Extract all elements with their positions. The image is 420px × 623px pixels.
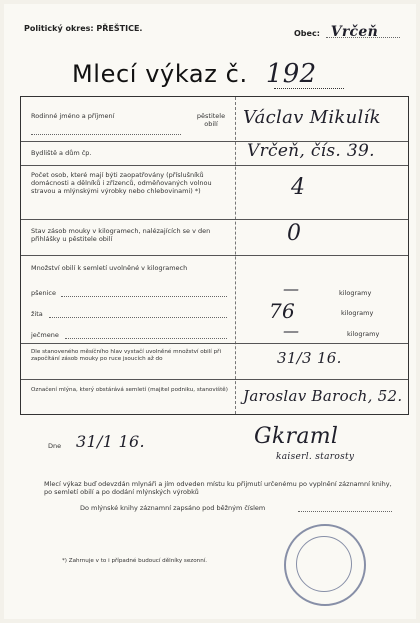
title-number: 192: [265, 59, 317, 89]
date-value: 31/3 16.: [277, 349, 342, 367]
grain-row-unit: kilogramy: [341, 309, 374, 317]
book-label: Do mlýnské knihy záznamní zapsáno pod běžným číslem: [80, 504, 266, 512]
signature: Gkraml: [254, 424, 339, 449]
name-dots: [31, 134, 181, 135]
date-label: Dle stanoveného měsíčního hlav vystačí uvolněné množství obilí při započítání zásob mouky po ruce jsoucích až do: [31, 349, 222, 362]
title-text: Mlecí výkaz č.: [72, 60, 248, 88]
book-number-dots: [298, 511, 392, 512]
residence-label: Bydliště a dům čp.: [31, 149, 92, 157]
stock-value: 0: [287, 221, 302, 246]
grain-row-label: ječmene: [31, 331, 59, 339]
footer-date-prefix: Dne: [48, 442, 62, 450]
stock-label: Stav zásob mouky v kilogramech, nalézajících se v den přihlášky u pěstitele obilí: [31, 227, 211, 243]
grain-row-unit: kilogramy: [339, 289, 372, 297]
name-value: Václav Mikulík: [243, 107, 381, 128]
row-divider: [21, 219, 408, 220]
grower-label: pěstitele obilí: [196, 112, 226, 128]
row-divider: [21, 343, 408, 344]
municipality-underline: [326, 37, 400, 38]
row-divider: [21, 379, 408, 380]
footnote: *) Zahrnuje v to i případné budoucí dělníky sezonní.: [62, 558, 208, 564]
grain-label: Množství obilí k semletí uvolněné v kilogramech: [31, 264, 188, 272]
grain-row-dots: [65, 338, 227, 339]
persons-label: Počet osob, které mají býti zaopatřovány (příslušníků domácnosti a dělníků i zřízenců, odměňovaných volnou stravou a mlýnskými výrobky nebo chlebovinami) *): [31, 171, 212, 195]
row-divider: [21, 255, 408, 256]
stamp-inner-ring: [296, 536, 352, 592]
persons-value: 4: [291, 175, 306, 200]
row-divider: [21, 165, 408, 166]
grain-row-value: 76: [269, 299, 296, 323]
signature-role: kaiserl. starosty: [276, 452, 355, 462]
title-number-underline: [274, 88, 344, 89]
grain-row-dots: [49, 317, 227, 318]
grain-row-unit: kilogramy: [347, 330, 380, 338]
footer-note: Mlecí výkaz buď odevzdán mlynáři a jím odveden místu ku přijmutí určenému po vyplnění záznamní knihy, po semletí obilí a po dodání mlýnských výrobků: [44, 480, 392, 496]
municipal-stamp: [284, 524, 366, 606]
grain-row-label: pšenice: [31, 289, 57, 297]
residence-value: Vrčeň, čís. 39.: [247, 141, 375, 161]
page-title: [72, 59, 316, 89]
grain-row-value: —: [283, 321, 300, 340]
grain-row-value: —: [283, 279, 300, 298]
name-label: Rodinné jméno a příjmení: [31, 112, 115, 120]
form-table: [20, 96, 409, 415]
mill-label: Označení mlýna, který obstárává semletí (majitel podniku, stanoviště): [31, 387, 228, 393]
municipality-value: Vrčeň: [330, 24, 379, 40]
municipality-label-text: Obec:: [294, 29, 320, 38]
footer-date: 31/1 16.: [76, 432, 145, 451]
district-label: Politický okres: PŘEŠTICE.: [24, 24, 143, 33]
mill-value: Jaroslav Baroch, 52.: [243, 387, 403, 405]
document-page: [4, 4, 416, 619]
grain-row-dots: [61, 296, 227, 297]
grain-row-label: žita: [31, 310, 43, 318]
